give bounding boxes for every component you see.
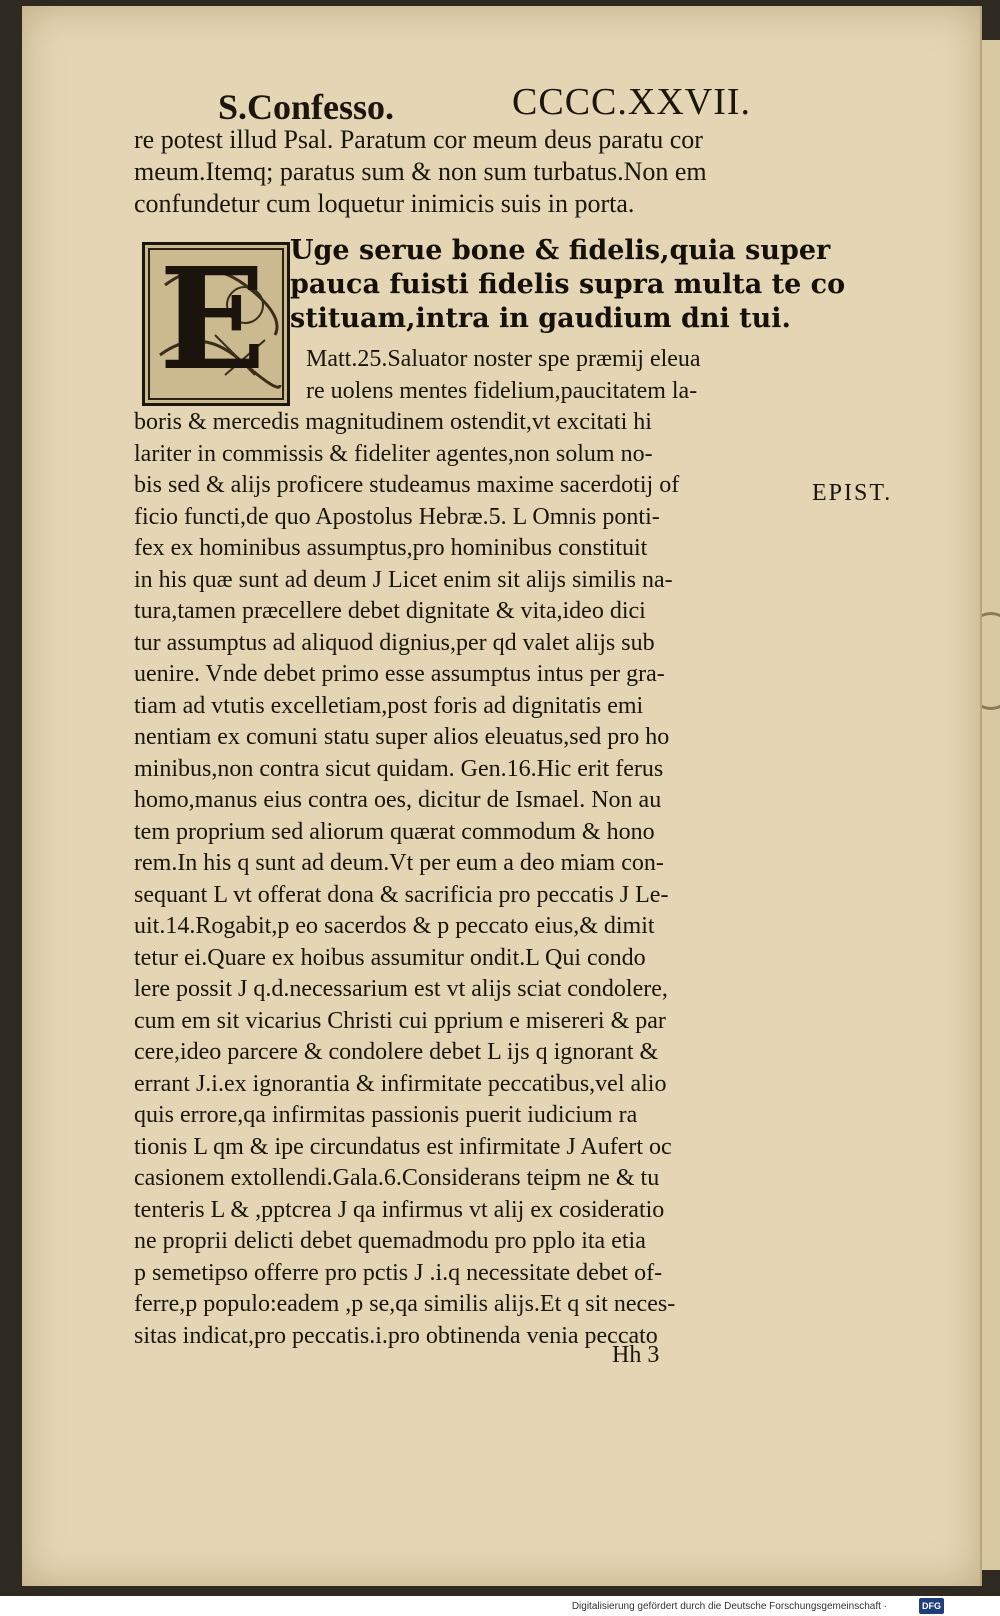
text-line: uenire. Vnde debet primo esse assumptus intus per gra- — [134, 661, 665, 687]
text-line: errant J.i.ex ignorantia & infirmitate peccatibus,vel alio — [134, 1070, 667, 1097]
intro-paragraph — [134, 124, 834, 220]
footer-credit-text: Digitalisierung gefördert durch die Deutsche Forschungsgemeinschaft · — [571, 1601, 887, 1612]
verse-heading — [290, 234, 846, 336]
text-line: meum.Itemq; paratus sum & non sum turbatus.Non em — [134, 157, 707, 186]
heading-line: stituam,intra in gaudium dni tui. — [290, 303, 791, 334]
text-line: re potest illud Psal. Paratum cor meum deus paratu cor — [134, 125, 703, 154]
text-line: bis sed & alijs proficere studeamus maxime sacerdotij of — [134, 472, 680, 498]
text-line: tura,tamen præcellere debet dignitate & vita,ideo dici — [134, 598, 646, 624]
book-page — [22, 6, 982, 1586]
initial-letter: E — [159, 238, 266, 402]
text-line: p semetipso offerre pro pctis J .i.q necessitate debet of- — [134, 1259, 663, 1286]
text-line: confundetur cum loquetur inimicis suis in porta. — [134, 189, 635, 218]
text-line: sitas indicat,pro peccatis.i.pro obtinenda venia peccato — [134, 1322, 658, 1349]
heading-line: pauca fuisti fidelis supra multa te co — [290, 269, 846, 300]
dfg-logo: DFG — [919, 1598, 944, 1614]
heading-line: Uge serue bone & fidelis,quia super — [290, 235, 831, 266]
text-line: ficio functi,de quo Apostolus Hebræ.5. L Omnis ponti- — [134, 503, 660, 530]
text-line: lere possit J q.d.necessarium est vt alijs sciat condolere, — [134, 976, 668, 1002]
running-head: S.Confesso. — [218, 87, 395, 127]
text-line: boris & mercedis magnitudinem ostendit,vt excitati hi — [134, 409, 652, 435]
text-line: fex ex hominibus assumptus,pro hominibus constituit — [134, 535, 648, 561]
text-line: rem.In his q sunt ad deum.Vt per eum a deo miam con- — [134, 850, 664, 876]
text-line: cum em sit vicarius Christi cui pprium e misereri & par — [134, 1007, 666, 1034]
margin-note: EPIST. — [812, 480, 893, 506]
text-line: Matt.25.Saluator noster spe præmij eleua — [306, 346, 701, 372]
signature-mark: Hh 3 — [612, 1342, 660, 1368]
text-line: minibus,non contra sicut quidam. Gen.16.Hic erit ferus — [134, 755, 664, 782]
text-line: sequant L vt offerat dona & sacrificia pro peccatis J Le- — [134, 881, 669, 908]
text-line: tiam ad vtutis excelletiam,post foris ad dignitatis emi — [134, 692, 644, 719]
text-line: in his quæ sunt ad deum J Licet enim sit alijs similis na- — [134, 566, 673, 593]
text-line: quis errore,qa infirmitas passionis puerit iudicium ra — [134, 1102, 638, 1128]
text-line: nentiam ex comuni statu super alios eleuatus,sed pro ho — [134, 724, 670, 750]
digitization-footer — [0, 1598, 1000, 1616]
text-line: homo,manus eius contra oes, dicitur de Ismael. Non au — [134, 787, 662, 813]
text-line: re uolens mentes fidelium,paucitatem la- — [306, 377, 698, 404]
footer-credit — [572, 1601, 972, 1612]
text-line: tur assumptus ad aliquod dignius,per qd valet alijs sub — [134, 629, 655, 656]
text-line: ferre,p populo:eadem ,p se,qa similis alijs.Et q sit neces- — [134, 1291, 676, 1317]
folio-number: CCCC.XXVII. — [512, 81, 752, 123]
text-line: uit.14.Rogabit,p eo sacerdos & p peccato eius,& dimit — [134, 913, 655, 939]
text-line: casionem extollendi.Gala.6.Considerans teipm ne & tu — [134, 1165, 660, 1191]
body-paragraph — [134, 344, 834, 1352]
text-line: cere,ideo parcere & condolere debet L ijs q ignorant & — [134, 1039, 659, 1065]
text-line: lariter in commissis & fideliter agentes,non solum no- — [134, 440, 653, 467]
text-line: tenteris L & ,pptcrea J qa infirmus vt alij ex cosideratio — [134, 1196, 665, 1223]
text-line: tionis L qm & ipe circundatus est infirmitate J Aufert oc — [134, 1133, 672, 1160]
text-line: tem proprium sed aliorum quærat commodum & hono — [134, 818, 655, 845]
text-line: tetur ei.Quare ex hoibus assumitur ondit.L Qui condo — [134, 944, 646, 971]
text-line: ne proprii delicti debet quemadmodu pro pplo ita etia — [134, 1228, 646, 1254]
